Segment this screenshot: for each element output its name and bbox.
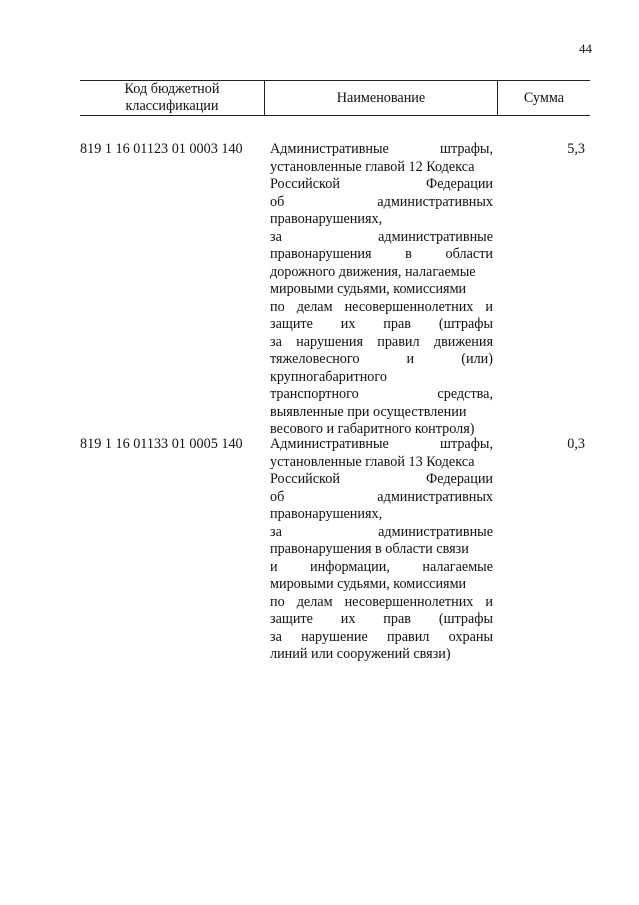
name-line: выявленные при осуществлении: [270, 403, 467, 420]
name-line: Российской Федерации: [270, 471, 493, 487]
name-line: Российской Федерации: [270, 176, 493, 192]
name-line: правонарушениях,: [270, 506, 383, 522]
name-line: установленные главой 12 Кодекса: [270, 158, 475, 175]
column-header-amount: Сумма: [523, 90, 565, 106]
budget-code: 819 1 16 01123 01 0003 140: [80, 141, 243, 157]
name-line: защите их прав (штрафы: [270, 316, 493, 332]
name-line: правонарушениях,: [270, 211, 383, 227]
item-name: [270, 436, 493, 664]
column-header-code: Код бюджетной классификации: [124, 81, 220, 114]
name-line: мировыми судьями, комиссиями: [270, 576, 467, 592]
name-line: мировыми судьями, комиссиями: [270, 281, 467, 297]
name-line: об административных: [270, 488, 493, 505]
name-line: установленные главой 13 Кодекса: [270, 453, 475, 470]
name-line: Административные штрафы,: [270, 436, 493, 452]
name-line: дорожного движения, налагаемые: [270, 263, 476, 280]
name-line: по делам несовершеннолетних и: [270, 298, 493, 315]
name-line: транспортного средства,: [270, 386, 493, 402]
budget-code: 819 1 16 01133 01 0005 140: [80, 436, 243, 452]
item-name: [270, 141, 493, 439]
amount: 0,3: [567, 436, 585, 452]
name-line: Административные штрафы,: [270, 141, 493, 157]
name-line: тяжеловесного и (или): [270, 351, 493, 367]
name-line: об административных: [270, 193, 493, 210]
name-line: за административные: [270, 228, 493, 245]
name-line: правонарушения в области связи: [270, 541, 469, 557]
column-header-name: Наименование: [336, 90, 426, 106]
name-line: защите их прав (штрафы: [270, 611, 493, 627]
name-line: линий или сооружений связи): [270, 646, 451, 662]
table-header-bottom-rule: [80, 115, 590, 116]
name-line: за нарушения правил движения: [270, 333, 493, 350]
name-line: весового и габаритного контроля): [270, 421, 475, 437]
name-line: за административные: [270, 523, 493, 540]
name-line: правонарушения в области: [270, 246, 493, 262]
name-line: по делам несовершеннолетних и: [270, 593, 493, 610]
name-line: и информации, налагаемые: [270, 558, 493, 575]
page-number: 44: [579, 41, 592, 56]
amount: 5,3: [567, 141, 585, 157]
name-line: крупногабаритного: [270, 368, 387, 385]
name-line: за нарушение правил охраны: [270, 628, 493, 645]
